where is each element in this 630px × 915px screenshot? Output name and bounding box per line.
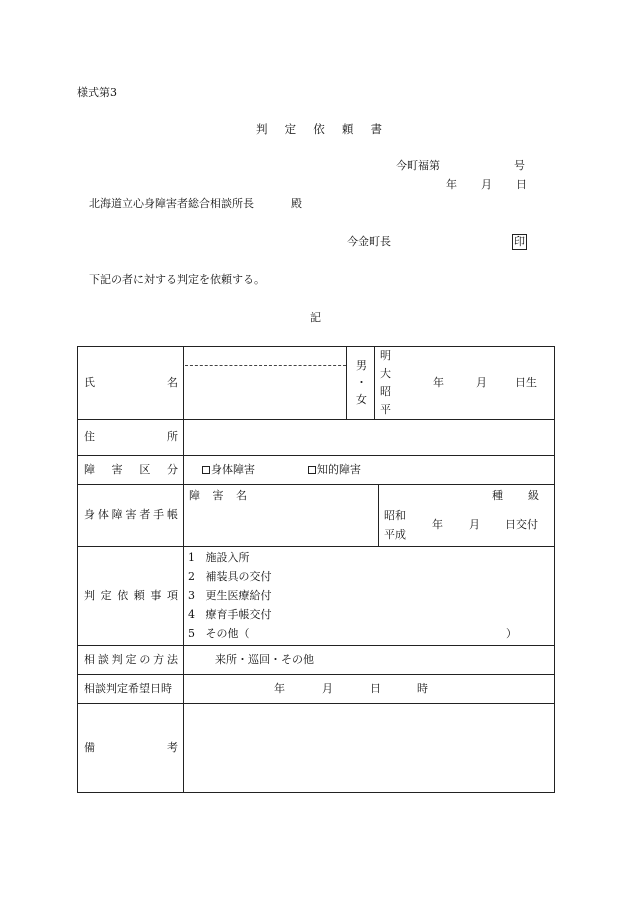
date-year: 年 — [446, 178, 457, 191]
request-item-3[interactable]: 3 更生医療給付 — [188, 589, 272, 602]
request-text: 下記の者に対する判定を依頼する。 — [89, 273, 265, 286]
address-label: 住 所 — [84, 430, 178, 443]
title-char: 判 — [256, 122, 268, 136]
gender-male[interactable]: 男 — [356, 359, 367, 372]
gender-separator: ・ — [356, 376, 367, 389]
era-meiji[interactable]: 明 — [380, 349, 391, 362]
method-value[interactable]: 来所・巡回・その他 — [215, 653, 314, 666]
request-item-1[interactable]: 1 施設入所 — [188, 551, 250, 564]
checkbox-physical[interactable] — [202, 466, 210, 474]
era-heisei[interactable]: 平 — [380, 403, 391, 416]
dt-year: 年 — [274, 682, 285, 695]
handbook-era-heisei[interactable]: 平成 — [384, 528, 406, 541]
era-taisho[interactable]: 大 — [380, 367, 391, 380]
remarks-label: 備 考 — [84, 741, 178, 754]
handbook-month: 月 — [469, 518, 480, 531]
request-form-table — [77, 346, 555, 793]
dt-month: 月 — [322, 682, 333, 695]
name-field[interactable] — [185, 367, 345, 417]
document-title — [256, 122, 382, 136]
form-number: 様式第3 — [77, 86, 117, 99]
handbook-year: 年 — [432, 518, 443, 531]
sender: 今金町長 — [347, 235, 391, 248]
doc-number-suffix: 号 — [514, 159, 525, 172]
request-item-4[interactable]: 4 療育手帳交付 — [188, 608, 272, 621]
honorific: 殿 — [291, 197, 302, 210]
handbook-grade-label: 種 級 — [492, 489, 539, 502]
request-item-2[interactable]: 2 補装具の交付 — [188, 570, 272, 583]
name-label: 氏 名 — [84, 376, 178, 389]
checkbox-intellectual[interactable] — [308, 466, 316, 474]
title-char: 頼 — [341, 122, 354, 136]
remarks-field[interactable] — [185, 705, 553, 791]
request-item-5[interactable]: 5 その他（ — [188, 627, 250, 640]
title-char: 書 — [370, 122, 382, 136]
handbook-disability-name-label: 障 害 名 — [189, 489, 247, 502]
ki-mark: 記 — [310, 311, 321, 324]
request-items-label: 判 定 依 頼 事 項 — [84, 589, 178, 602]
birth-month: 月 — [476, 376, 487, 389]
handbook-issued: 日交付 — [505, 518, 538, 531]
dt-hour: 時 — [417, 682, 428, 695]
date-day: 日 — [516, 178, 527, 191]
datetime-label: 相談判定希望日時 — [84, 682, 172, 695]
era-showa[interactable]: 昭 — [380, 385, 391, 398]
title-char: 定 — [284, 122, 297, 136]
method-label: 相 談 判 定 の 方 法 — [84, 653, 178, 666]
handbook-label: 身 体 障 害 者 手 帳 — [84, 508, 178, 521]
handbook-era-showa[interactable]: 昭和 — [384, 509, 406, 522]
birth-year: 年 — [433, 376, 444, 389]
category-label: 障 害 区 分 — [84, 463, 178, 476]
gender-female[interactable]: 女 — [356, 393, 367, 406]
category-option-physical[interactable]: 身体障害 — [202, 463, 255, 477]
dt-day: 日 — [370, 682, 381, 695]
category-option-intellectual[interactable]: 知的障害 — [308, 463, 361, 477]
request-item-5-close: ） — [506, 627, 517, 640]
addressee: 北海道立心身障害者総合相談所長 — [89, 197, 254, 210]
seal-stamp: 印 — [514, 235, 525, 248]
title-char: 依 — [313, 122, 325, 136]
date-month: 月 — [481, 178, 492, 191]
doc-number-prefix: 今町福第 — [396, 159, 440, 172]
birth-day: 日生 — [515, 376, 537, 389]
address-field[interactable] — [185, 421, 553, 453]
